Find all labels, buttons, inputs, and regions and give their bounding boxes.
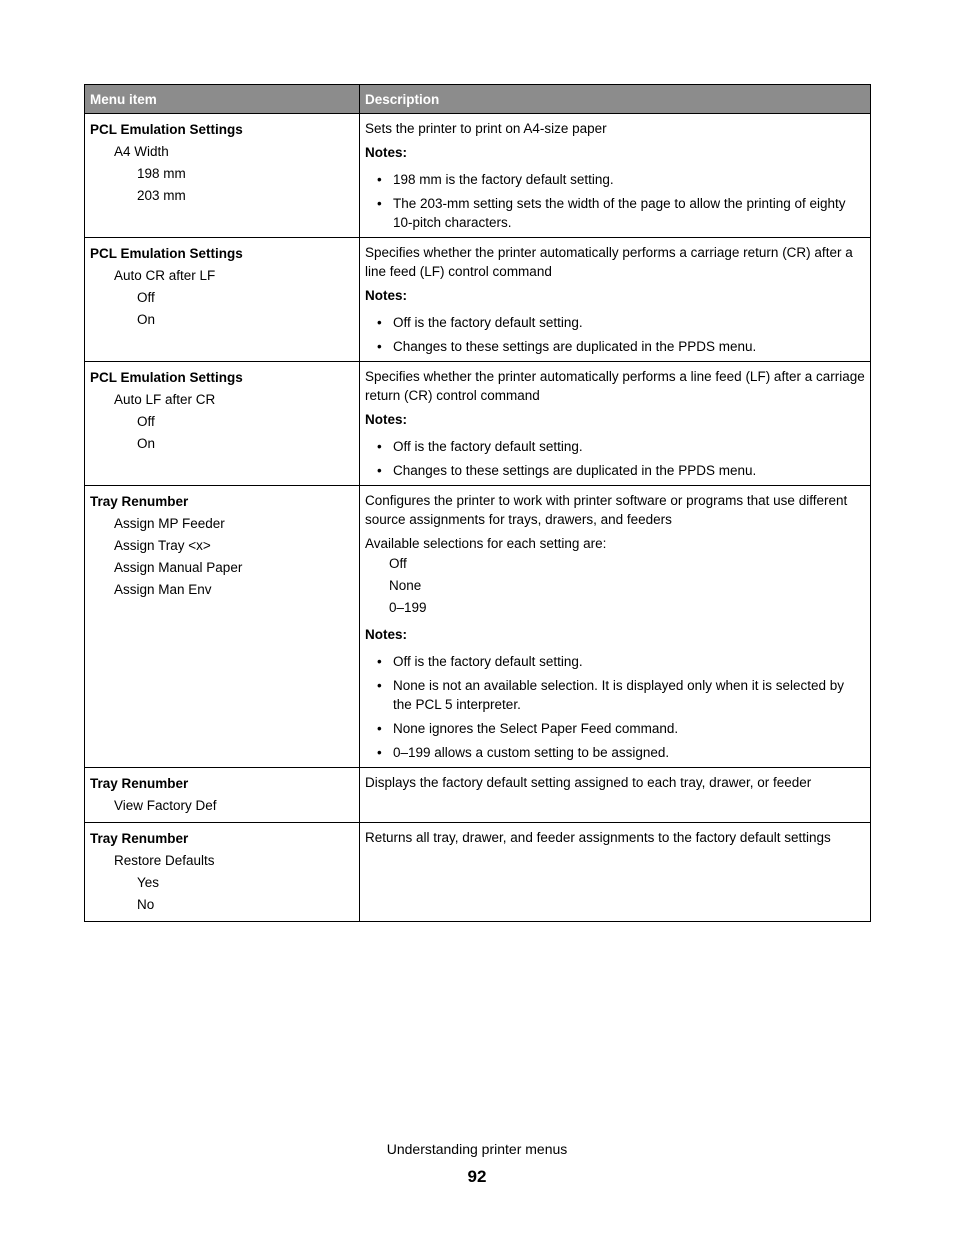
list-item: [365, 170, 866, 189]
description-text: Configures the printer to work with printer software or programs that use different source assignments for trays, drawers, and feeders: [365, 493, 848, 527]
note-text: 198 mm is the factory default setting.: [393, 172, 614, 187]
description-text: Returns all tray, drawer, and feeder assignments to the factory default settings: [365, 830, 831, 845]
menu-value: Yes: [137, 875, 160, 890]
menu-value: 198 mm: [137, 166, 186, 181]
note-text: Changes to these settings are duplicated in the PPDS menu.: [393, 463, 757, 478]
footer-title: Understanding printer menus: [386, 1141, 568, 1157]
table-row: [85, 362, 871, 486]
notes-list: [365, 437, 866, 480]
menu-value: No: [137, 897, 155, 912]
menu-value: On: [137, 436, 156, 451]
page-number: 92: [467, 1167, 487, 1186]
list-item: [365, 194, 866, 232]
bullet-icon: •: [377, 172, 382, 187]
notes-label: Notes:: [365, 145, 408, 160]
note-text: Changes to these settings are duplicated in the PPDS menu.: [393, 339, 757, 354]
column-header-description: Description: [360, 85, 871, 114]
table-row: [85, 486, 871, 768]
menu-item-cell: [85, 486, 360, 768]
description-cell: [360, 238, 871, 362]
description-cell: [360, 362, 871, 486]
list-item: [365, 743, 866, 762]
menu-item: Auto CR after LF: [114, 268, 216, 283]
description-text: Available selections for each setting are:: [365, 536, 607, 551]
description-text: Sets the printer to print on A4-size paper: [365, 121, 607, 136]
menu-item-cell: [85, 823, 360, 922]
bullet-icon: •: [377, 721, 382, 736]
menu-item: Assign Man Env: [114, 582, 212, 597]
note-text: 0–199 allows a custom setting to be assigned.: [393, 745, 670, 760]
list-item: [365, 337, 866, 356]
list-item: [365, 461, 866, 480]
column-header-menu-item: Menu item: [85, 85, 360, 114]
notes-label: Notes:: [365, 627, 408, 642]
notes-label: Notes:: [365, 412, 408, 427]
bullet-icon: •: [377, 439, 382, 454]
description-text: Specifies whether the printer automatically performs a carriage return (CR) after a line feed (LF) control command: [365, 245, 853, 279]
menu-item-cell: [85, 768, 360, 823]
menu-value: Off: [137, 414, 155, 429]
list-item: [365, 313, 866, 332]
menu-item-cell: [85, 362, 360, 486]
menu-item: A4 Width: [114, 144, 169, 159]
list-item: [365, 437, 866, 456]
bullet-icon: •: [377, 463, 382, 478]
note-text: None is not an available selection. It is displayed only when it is selected by the PCL 5 interpreter.: [393, 678, 845, 712]
list-item: [365, 652, 866, 671]
bullet-icon: •: [377, 315, 382, 330]
note-text: Off is the factory default setting.: [393, 439, 583, 454]
note-text: The 203-mm setting sets the width of the page to allow the printing of eighty 10-pitch characters.: [393, 196, 846, 230]
description-cell: [360, 768, 871, 823]
description-cell: [360, 114, 871, 238]
note-text: None ignores the Select Paper Feed command.: [393, 721, 679, 736]
menu-table: [84, 84, 871, 922]
table-row: [85, 823, 871, 922]
menu-value: On: [137, 312, 156, 327]
notes-list: [365, 652, 866, 762]
description-text: Specifies whether the printer automatically performs a line feed (LF) after a carriage return (CR) control command: [365, 369, 865, 403]
table-row: [85, 238, 871, 362]
bullet-icon: •: [377, 339, 382, 354]
menu-group: Tray Renumber: [90, 494, 189, 509]
menu-group: PCL Emulation Settings: [90, 122, 243, 137]
bullet-icon: •: [377, 745, 382, 760]
menu-item-cell: [85, 238, 360, 362]
menu-item: Assign MP Feeder: [114, 516, 225, 531]
selection-value: 0–199: [389, 600, 427, 615]
notes-list: [365, 170, 866, 232]
menu-item-cell: [85, 114, 360, 238]
bullet-icon: •: [377, 654, 382, 669]
menu-group: Tray Renumber: [90, 831, 189, 846]
selection-value: Off: [389, 556, 407, 571]
menu-item: Auto LF after CR: [114, 392, 216, 407]
description-cell: [360, 486, 871, 768]
table-row: [85, 768, 871, 823]
menu-item: Restore Defaults: [114, 853, 215, 868]
list-item: [365, 719, 866, 738]
table-header-row: [85, 85, 871, 114]
notes-list: [365, 313, 866, 356]
note-text: Off is the factory default setting.: [393, 654, 583, 669]
description-cell: [360, 823, 871, 922]
description-text: Displays the factory default setting assigned to each tray, drawer, or feeder: [365, 775, 812, 790]
bullet-icon: •: [377, 678, 382, 693]
menu-item: Assign Manual Paper: [114, 560, 243, 575]
menu-group: Tray Renumber: [90, 776, 189, 791]
menu-group: PCL Emulation Settings: [90, 246, 243, 261]
bullet-icon: •: [377, 196, 382, 211]
menu-group: PCL Emulation Settings: [90, 370, 243, 385]
menu-value: 203 mm: [137, 188, 186, 203]
menu-value: Off: [137, 290, 155, 305]
list-item: [365, 676, 866, 714]
note-text: Off is the factory default setting.: [393, 315, 583, 330]
menu-item: View Factory Def: [114, 798, 217, 813]
selection-value: None: [389, 578, 422, 593]
table-row: [85, 114, 871, 238]
notes-label: Notes:: [365, 288, 408, 303]
menu-item: Assign Tray <x>: [114, 538, 211, 553]
